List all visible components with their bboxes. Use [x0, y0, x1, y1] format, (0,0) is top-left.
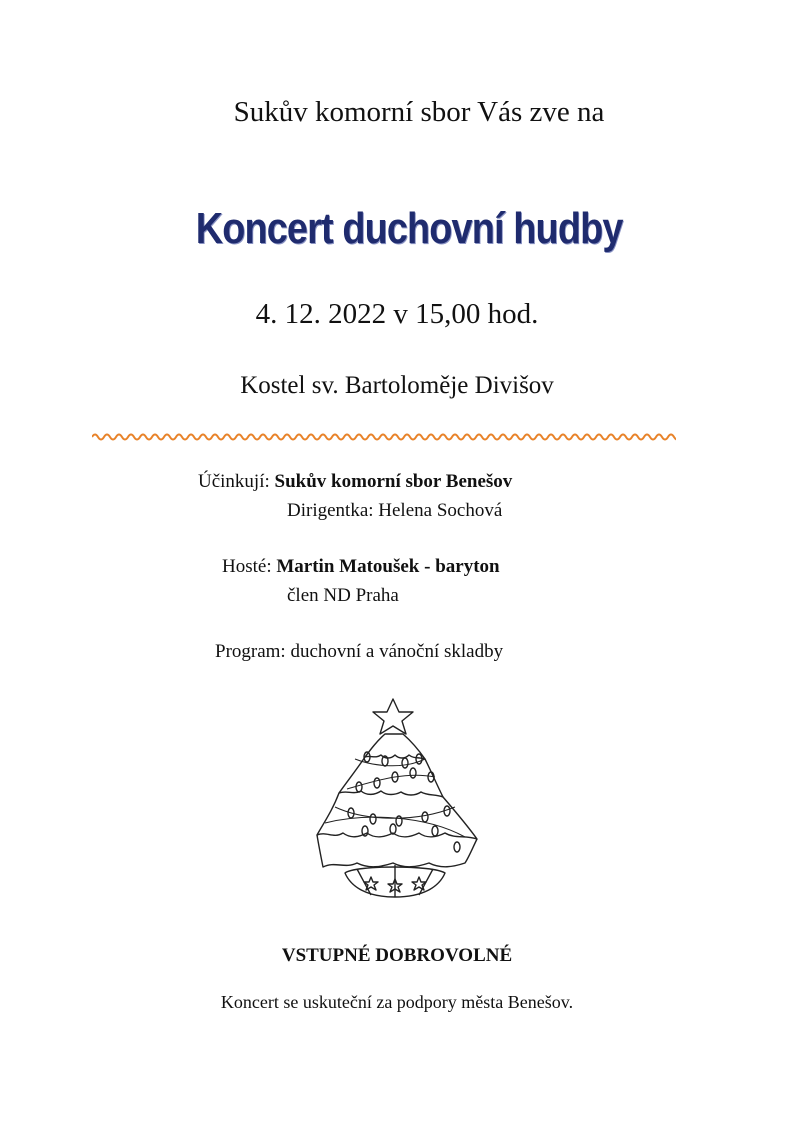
performers-value: Sukův komorní sbor Benešov	[274, 471, 513, 492]
program-line: Program: duchovní a vánoční skladby	[215, 641, 504, 662]
performers-label: Účinkují:	[198, 471, 270, 492]
invite-line: Sukův komorní sbor Vás zve na	[233, 96, 605, 128]
guest-role-line: člen ND Praha	[287, 585, 399, 606]
event-date-time: 4. 12. 2022 v 15,00 hod.	[255, 298, 539, 330]
guests-label: Hosté:	[222, 556, 272, 577]
support-note: Koncert se uskuteční za podpory města Benešov.	[220, 992, 574, 1012]
performers-line	[198, 471, 512, 493]
admission-note: VSTUPNÉ DOBROVOLNÉ	[281, 945, 513, 966]
page-title: Koncert duchovní hudby	[195, 204, 623, 253]
guests-value: Martin Matoušek - baryton	[276, 556, 500, 577]
event-venue: Kostel sv. Bartoloměje Divišov	[240, 372, 554, 399]
guests-line	[222, 556, 500, 578]
wavy-divider	[92, 430, 676, 444]
conductor-line: Dirigentka: Helena Sochová	[287, 500, 503, 521]
christmas-tree-icon	[315, 697, 485, 912]
